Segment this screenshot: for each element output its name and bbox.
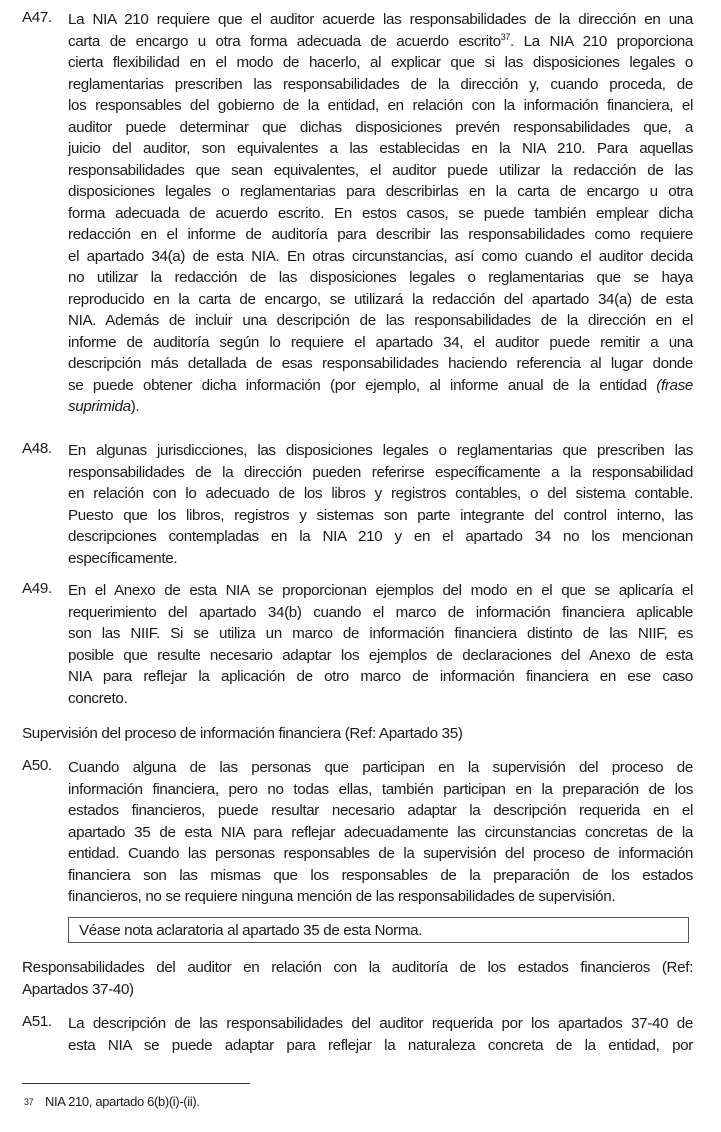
- text-line: reglamentarias prescriben las responsabilidades de la dirección y, cuando proceda, de: [68, 75, 693, 93]
- text-line: forma adecuada de acuerdo escrito. En estos casos, se puede también emplear dicha: [68, 204, 693, 222]
- paragraph-number: A50.: [22, 757, 52, 774]
- text-line: La NIA 210 requiere que el auditor acuerde las responsabilidades de la dirección en una: [68, 11, 693, 28]
- text-line: [68, 375, 693, 396]
- text-line: Cuando alguna de las personas que participan en la supervisión del proceso de: [68, 759, 693, 776]
- paragraph-number: A47.: [22, 9, 52, 26]
- text-line: [68, 31, 693, 52]
- text-line: estados financieros, puede resultar necesario adaptar la descripción requerida en el: [68, 802, 693, 819]
- text-line: son las NIIF. Si se utiliza un marco de información financiera distinto de las NIIF, es: [68, 625, 693, 642]
- text-line: responsabilidades que sean equivalentes, el auditor puede utilizar la redacción de las: [68, 161, 693, 179]
- text-segment: . La NIA 210 proporciona: [510, 32, 693, 50]
- text-line: redacción en el informe de auditoría para describir las responsabilidades como requiere: [68, 226, 693, 243]
- text-line: apartado 35 de esta NIA para reflejar adecuadamente las circunstancias concretas de la: [68, 823, 693, 841]
- italic-text: (frase: [656, 376, 693, 394]
- text-line: juicio del auditor, son equivalentes a las establecidas en la NIA 210. Para aquellas: [68, 140, 693, 157]
- text-line: específicamente.: [68, 549, 178, 567]
- text-line: descripciones contempladas en la NIA 210 y en el apartado 34 no los mencionan: [68, 528, 693, 545]
- text-line: en relación con lo adecuado de los libros y registros contables, o del sistema contable.: [68, 485, 693, 502]
- footnote-ref[interactable]: 37: [500, 31, 511, 42]
- text-line: En algunas jurisdicciones, las disposiciones legales o reglamentarias que prescriben las: [68, 442, 693, 459]
- text-line: reproducido en la carta de encargo, se utilizará la redacción del apartado 34(a) de esta: [68, 290, 693, 308]
- italic-text: suprimida: [68, 398, 131, 415]
- paragraph-number: A49.: [22, 580, 52, 597]
- text-segment: se puede obtener dicha información (por ejemplo, al informe anual de la entidad: [68, 376, 647, 394]
- text-line: En el Anexo de esta NIA se proporcionan ejemplos del modo en el que se aplicaría el: [68, 582, 693, 599]
- note-box: [68, 917, 689, 943]
- text-line: información financiera, pero no todas ellas, también participan en la preparación de los: [68, 780, 693, 798]
- text-line: concreto.: [68, 689, 128, 707]
- text-line: el apartado 34(a) de esta NIA. En otras circunstancias, así como cuando el auditor decida: [68, 247, 693, 265]
- text-line: NIA. Además de incluir una descripción de las responsabilidades de la dirección en el: [68, 312, 693, 329]
- section-heading-continuation: Apartados 37-40): [22, 980, 134, 998]
- text-segment: ).: [130, 398, 140, 415]
- text-line: disposiciones legales o reglamentarias para describirlas en la carta de encargo u otra: [68, 183, 693, 200]
- note-text: Véase nota aclaratoria al apartado 35 de esta Norma.: [79, 922, 423, 939]
- text-line: auditor puede determinar que dichas disposiciones prevén responsabilidades que, a: [68, 118, 693, 136]
- text-line: posible que resulte necesario adaptar los ejemplos de declaraciones del Anexo de esta: [68, 646, 693, 664]
- text-line: requerimiento del apartado 34(b) cuando el marco de información financiera aplicable: [68, 603, 693, 621]
- section-heading: Responsabilidades del auditor en relación con la auditoría de los estados financieros (Ref:: [22, 959, 693, 976]
- text-line: responsabilidades de la dirección pueden referirse específicamente a la responsabilidad: [68, 463, 693, 481]
- footnote-separator: [22, 1083, 250, 1084]
- text-line: NIA para reflejar la aplicación de otro marco de información financiera en ese caso: [68, 668, 693, 685]
- text-line: no utilizar la redacción de las disposiciones legales o reglamentarias que se haya: [68, 269, 693, 286]
- text-line: los responsables del gobierno de la entidad, en relación con la información financiera, el: [68, 97, 693, 114]
- footnote-text: NIA 210, apartado 6(b)(i)-(ii).: [45, 1094, 200, 1109]
- text-line: financiera son las mismas que los responsables de la preparación de los estados: [68, 866, 693, 884]
- text-line: descripción más detallada de esas responsabilidades haciendo referencia al lugar donde: [68, 355, 693, 372]
- text-line: Puesto que los libros, registros y sistemas son parte integrante del control interno, las: [68, 506, 693, 524]
- text-segment: carta de encargo u otra forma adecuada de acuerdo escrito: [68, 32, 501, 50]
- paragraph-number: A48.: [22, 440, 52, 457]
- text-line: financieros, no se requiere ninguna mención de las responsabilidades de supervisión.: [68, 888, 616, 905]
- text-line: informe de auditoría según lo requiere el apartado 34, el auditor puede remitir a una: [68, 333, 693, 351]
- text-line: [68, 396, 693, 417]
- text-line: esta NIA se puede adaptar para reflejar la naturaleza concreta de la entidad, por: [68, 1036, 693, 1054]
- section-heading: Supervisión del proceso de información financiera (Ref: Apartado 35): [22, 725, 463, 742]
- text-line: entidad. Cuando las personas responsables de la supervisión del proceso de información: [68, 845, 693, 862]
- text-line: cierta flexibilidad en el modo de hacerlo, al explicar que si las disposiciones legales o: [68, 54, 693, 71]
- paragraph-number: A51.: [22, 1013, 52, 1030]
- text-line: La descripción de las responsabilidades del auditor requerida por los apartados 37-40 de: [68, 1015, 693, 1032]
- footnote-number: 37: [24, 1097, 34, 1107]
